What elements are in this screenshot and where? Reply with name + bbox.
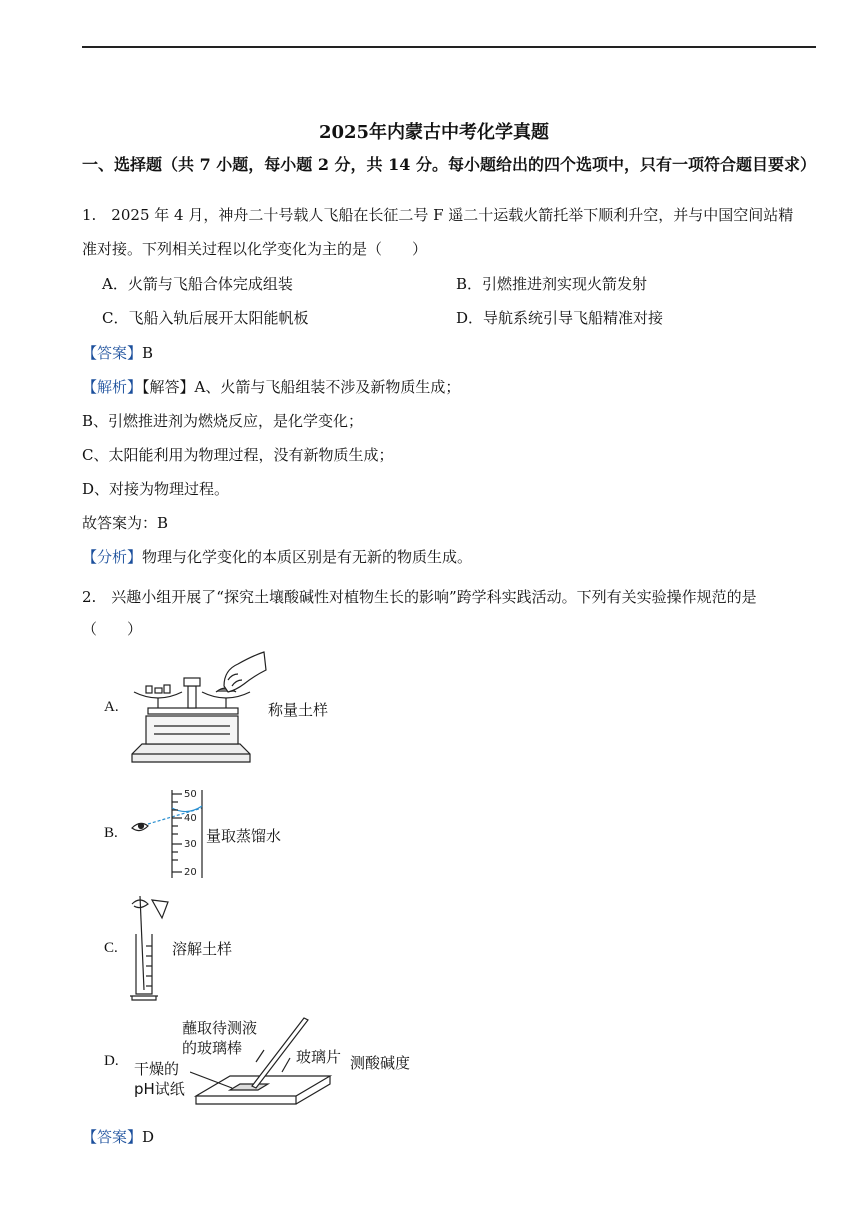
cylinder-scale-illustration <box>128 786 208 882</box>
rod-label-line1: 蘸取待测液 <box>182 1019 258 1037</box>
q1-analysis-line4: D、对接为物理过程。 <box>82 480 230 498</box>
q2-stem-line2: （ ） <box>82 620 143 638</box>
q2-option-a-label: A. <box>104 699 119 715</box>
rod-label-line2: 的玻璃棒 <box>182 1039 243 1057</box>
analysis-tag: 【解析】 <box>82 378 143 396</box>
glass-label: 玻璃片 <box>296 1048 342 1066</box>
q2-option-d-label: D. <box>104 1053 119 1069</box>
section-heading: 一、选择题（共 7 小题，每小题 2 分，共 14 分。每小题给出的四个选项中，只有一项符合题目要求） <box>82 155 816 174</box>
fenxi-tag: 【分析】 <box>82 548 143 566</box>
q1-option-d: D．导航系统引导飞船精准对接 <box>456 309 664 327</box>
q2-option-d-caption: 测酸碱度 <box>350 1054 411 1072</box>
q1-conclusion: 故答案为：B <box>82 514 169 532</box>
answer-value: B <box>142 344 154 362</box>
q1-stem-line1: 1. 2025 年 4 月，神舟二十号载人飞船在长征二号 F 遥二十运载火箭托举下顺利升空，并与中国空间站精 <box>82 206 794 224</box>
answer-tag: 【答案】 <box>82 344 143 362</box>
q1-fenxi <box>82 546 472 567</box>
q1-stem-line2: 准对接。下列相关过程以化学变化为主的是（ ） <box>82 240 428 258</box>
tick-30: 30 <box>184 839 197 850</box>
q1-analysis-line3: C、太阳能利用为物理过程，没有新物质生成； <box>82 446 394 464</box>
q1-answer <box>82 342 153 363</box>
tick-20: 20 <box>184 867 197 878</box>
q2-option-c-label: C. <box>104 940 118 956</box>
q1-option-b: B．引燃推进剂实现火箭发射 <box>456 275 648 293</box>
q2-stem-line1: 2. 兴趣小组开展了“探究土壤酸碱性对植物生长的影响”跨学科实践活动。下列有关实验操作规范的是 <box>82 588 757 606</box>
q2-option-c-caption: 溶解土样 <box>172 940 233 958</box>
q2-option-b-label: B. <box>104 825 118 841</box>
paper-label-line2: pH试纸 <box>134 1080 185 1098</box>
page-title: 2025年内蒙古中考化学真题 <box>318 122 550 143</box>
dissolve-illustration <box>124 892 174 1004</box>
q2-answer <box>82 1126 154 1147</box>
ph-test-illustration <box>190 1014 340 1108</box>
analysis-text: 【解答】A、火箭与飞船组装不涉及新物质生成； <box>142 378 461 396</box>
q1-option-c: C．飞船入轨后展开太阳能帆板 <box>102 309 309 327</box>
answer-tag: 【答案】 <box>82 1128 143 1146</box>
q1-analysis-line2: B、引燃推进剂为燃烧反应，是化学变化； <box>82 412 364 430</box>
q1-analysis-line1 <box>82 376 460 397</box>
q2-option-b-caption: 量取蒸馏水 <box>206 827 282 845</box>
fenxi-text: 物理与化学变化的本质区别是有无新的物质生成。 <box>142 548 473 566</box>
tick-40: 40 <box>184 813 197 824</box>
header-rule <box>82 46 816 48</box>
q1-option-a: A．火箭与飞船合体完成组装 <box>102 275 293 293</box>
answer-value: D <box>142 1128 155 1146</box>
q2-option-a-caption: 称量土样 <box>268 701 329 719</box>
tick-50: 50 <box>184 789 197 800</box>
paper-label-line1: 干燥的 <box>134 1060 180 1078</box>
balance-illustration <box>128 650 268 768</box>
